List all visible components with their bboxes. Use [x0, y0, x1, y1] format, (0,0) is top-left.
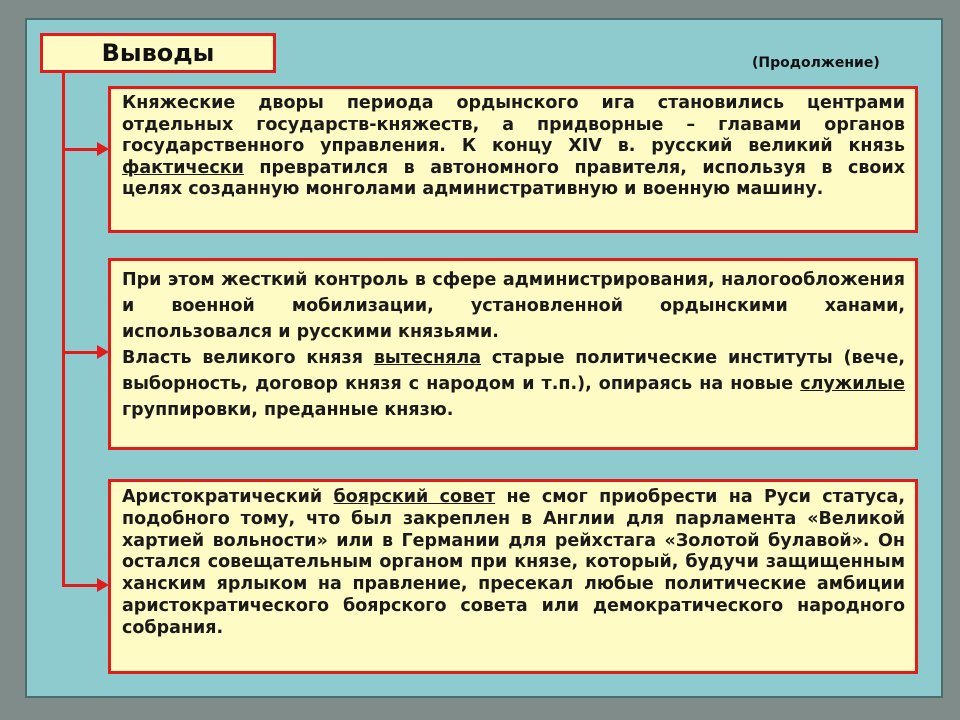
- block2-text-a: Власть великого князя: [122, 348, 374, 368]
- block3-text: [122, 487, 905, 640]
- block3-text-a: Аристократический: [122, 487, 334, 507]
- block2-underlined-1: вытесняла: [373, 348, 482, 368]
- page-title: Выводы: [101, 39, 215, 67]
- conclusion-block-2: [108, 258, 918, 450]
- conclusion-block-1: [108, 86, 918, 233]
- conclusion-block-3: [108, 479, 918, 674]
- block2-para1: При этом жесткий контроль в сфере администрирования, налогообложения и военной мобилизации, установленной ордынскими ханами, использовался и русскими князьями.: [122, 270, 905, 342]
- block1-text: [122, 93, 905, 201]
- connector-line-2: [62, 351, 98, 354]
- connector-line-3: [62, 584, 98, 587]
- block3-underlined: боярский совет: [333, 487, 496, 507]
- block1-text-b: превратился в автономного правителя, используя в своих целях созданную монголами административную и военную машину.: [122, 157, 905, 199]
- connector-line-1: [62, 148, 98, 151]
- block2-text-c: группировки, преданные князю.: [122, 400, 454, 420]
- block1-underlined: фактически: [122, 157, 244, 178]
- continued-label: (Продолжение): [752, 55, 880, 71]
- block2-text-b: старые политические институты (вече, выборность, договор князя с народом и т.п.), опираясь на новые: [122, 348, 905, 394]
- block2-para2: [122, 345, 905, 423]
- title-box: [40, 33, 276, 73]
- block2-underlined-2: служилые: [800, 374, 905, 394]
- block3-text-b: не смог приобрести на Руси статуса, подобного тому, что был закреплен в Англии для парламента «Великой хартией вольности» или в Германии для рейхстага «Золотой булавой». Он остался совещательным органом при князе, который, будучи защищенным ханским ярлыком на правление, пресекал любые политические амбиции аристократического боярского совета или демократического народного собрания.: [122, 487, 905, 638]
- block1-text-a: Княжеские дворы периода ордынского ига становились центрами отдельных государств-княжеств, а придворные – главами органов государственного управления. К концу XIV в. русский великий князь: [122, 93, 905, 156]
